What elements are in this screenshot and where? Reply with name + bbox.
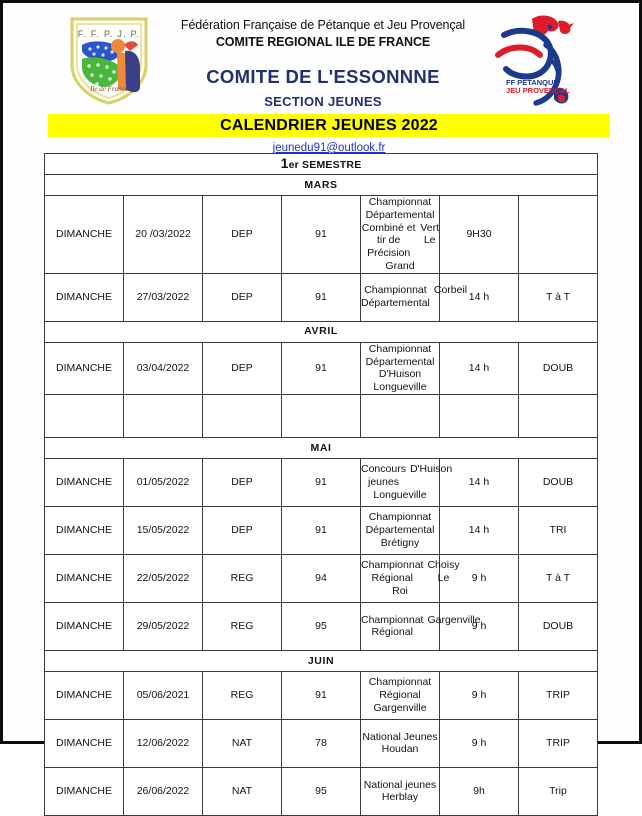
calendar-table-wrapper [44, 153, 598, 816]
cell-department: 91 [282, 196, 361, 274]
cell-time: 14 h [440, 506, 519, 554]
event-line: National Jeunes [362, 730, 438, 743]
event-line [361, 222, 439, 260]
cell-day: DIMANCHE [45, 767, 124, 815]
semester-suffix: er SEMESTRE [288, 159, 362, 172]
event-name-part: Championnat Régional [361, 559, 424, 585]
table-row [45, 671, 598, 719]
cell-date: 20 /03/2022 [124, 196, 203, 274]
cell-date: 27/03/2022 [124, 273, 203, 321]
svg-text:FF PÉTANQUE: FF PÉTANQUE [506, 78, 559, 87]
cell-format [519, 196, 598, 274]
month-header-label: AVRIL [45, 321, 598, 342]
document-inner-frame [8, 6, 634, 804]
cell-department: 91 [282, 458, 361, 506]
cell-format: DOUB [519, 602, 598, 650]
cell-format: DOUB [519, 342, 598, 394]
cell-format: T à T [519, 554, 598, 602]
cell-format: Trip [519, 767, 598, 815]
cell-event [361, 342, 440, 394]
cell-level: NAT [203, 767, 282, 815]
event-line: Gargenville [373, 701, 427, 714]
cell-department: 95 [282, 602, 361, 650]
cell-event [361, 196, 440, 274]
table-row [45, 458, 598, 506]
semester-number: 1 [280, 155, 289, 172]
event-location-part: Choisy Le [427, 559, 460, 585]
cell-event [361, 506, 440, 554]
cell-department: 95 [282, 767, 361, 815]
cell-event [361, 767, 440, 815]
event-line: Longueville [373, 488, 427, 501]
month-header-label: MARS [45, 175, 598, 196]
calendar-title-banner [48, 114, 610, 137]
event-line: National jeunes [363, 778, 437, 791]
event-line: Grand [385, 259, 415, 272]
event-name-part: Concours jeunes [361, 463, 406, 489]
cell-format: T à T [519, 273, 598, 321]
cell-level [203, 394, 282, 437]
cell-time: 9H30 [440, 196, 519, 274]
calendar-title-text: CALENDRIER JEUNES 2022 [220, 116, 438, 134]
cell-department: 91 [282, 506, 361, 554]
calendar-table [44, 153, 598, 816]
table-row [45, 196, 598, 274]
federation-title-line2: COMITE REGIONAL ILE DE FRANCE [215, 35, 431, 49]
cell-date: 15/05/2022 [124, 506, 203, 554]
cell-day: DIMANCHE [45, 719, 124, 767]
event-location-part: Vert Le [420, 221, 439, 247]
cell-department: 78 [282, 719, 361, 767]
cell-time: 9 h [440, 602, 519, 650]
cell-time: 9 h [440, 671, 519, 719]
cell-level: REG [203, 671, 282, 719]
cell-time: 14 h [440, 458, 519, 506]
event-line: Championnat Départemental [365, 511, 435, 537]
cell-department: 91 [282, 342, 361, 394]
federation-title-line1: Fédération Française de Pétanque et Jeu Provençal [180, 18, 466, 32]
event-name-part: Championnat Départemental [361, 284, 430, 310]
month-header-row [45, 437, 598, 458]
event-name-part: Championnat Régional [361, 613, 424, 639]
month-header-label: JUIN [45, 650, 598, 671]
cell-day: DIMANCHE [45, 506, 124, 554]
cell-department: 91 [282, 273, 361, 321]
table-row-empty [45, 394, 598, 437]
cell-event [361, 554, 460, 602]
cell-format: TRIP [519, 671, 598, 719]
document-header [8, 6, 634, 110]
table-row [45, 342, 598, 394]
semester-header-label [45, 154, 598, 175]
cell-time: 9h [440, 767, 519, 815]
cell-level: REG [203, 602, 282, 650]
cell-time: 14 h [440, 273, 519, 321]
event-line: Houdan [381, 743, 419, 756]
contact-email-link[interactable]: jeunedu91@outlook.fr [272, 142, 386, 154]
cell-day: DIMANCHE [45, 554, 124, 602]
cell-event [361, 719, 440, 767]
cell-date: 22/05/2022 [124, 554, 203, 602]
cell-format: TRIP [519, 719, 598, 767]
cell-event [361, 458, 453, 506]
event-name-part: Combiné et tir de Précision [361, 221, 416, 260]
cell-level: NAT [203, 719, 282, 767]
event-line: Roi [392, 584, 408, 597]
cell-department: 94 [282, 554, 361, 602]
event-line: D'Huison Longueville [373, 368, 427, 394]
event-line [361, 463, 453, 489]
table-row [45, 554, 598, 602]
cell-time: 9 h [440, 719, 519, 767]
cell-event [361, 394, 440, 437]
cell-date: 01/05/2022 [124, 458, 203, 506]
event-line: Championnat Départemental [365, 196, 435, 221]
event-location-part: Corbeil [433, 284, 468, 297]
event-line [361, 284, 468, 310]
ffpjp-crest-logo [66, 15, 152, 105]
semester-header-row [45, 154, 598, 175]
table-row [45, 767, 598, 815]
table-row [45, 273, 598, 321]
table-row [45, 506, 598, 554]
cell-format [519, 394, 598, 437]
month-header-row [45, 650, 598, 671]
cell-day [45, 394, 124, 437]
month-header-row [45, 321, 598, 342]
event-location-part: Gargenville [427, 613, 481, 626]
table-row [45, 602, 598, 650]
cell-level: REG [203, 554, 282, 602]
cell-level: DEP [203, 506, 282, 554]
cell-day: DIMANCHE [45, 602, 124, 650]
event-line: Championnat Régional [368, 676, 432, 702]
month-header-row [45, 175, 598, 196]
month-header-label: MAI [45, 437, 598, 458]
cell-event [361, 671, 440, 719]
cell-event [361, 273, 468, 321]
event-line: Herblay [381, 791, 419, 804]
event-line [361, 559, 460, 585]
cell-date: 29/05/2022 [124, 602, 203, 650]
svg-text:F. F. P. J. P.: F. F. P. J. P. [77, 29, 141, 39]
cell-time: 14 h [440, 342, 519, 394]
cell-department: 91 [282, 671, 361, 719]
cell-department [282, 394, 361, 437]
cell-time: 9 h [440, 554, 519, 602]
cell-format: TRI [519, 506, 598, 554]
cell-date: 03/04/2022 [124, 342, 203, 394]
event-line: Championnat Départemental [365, 342, 435, 368]
cell-level: DEP [203, 458, 282, 506]
cell-format: DOUB [519, 458, 598, 506]
cell-level: DEP [203, 342, 282, 394]
cell-level: DEP [203, 196, 282, 274]
event-location-part: D'Huison [409, 463, 453, 476]
cell-day: DIMANCHE [45, 671, 124, 719]
table-row [45, 719, 598, 767]
section-subtitle: SECTION JEUNES [264, 94, 382, 109]
svg-text:Ile de France: Ile de France [90, 85, 128, 93]
cell-day: DIMANCHE [45, 342, 124, 394]
cell-time [440, 394, 519, 437]
event-line: Brétigny [380, 536, 420, 549]
cell-day: DIMANCHE [45, 273, 124, 321]
cell-date: 12/06/2022 [124, 719, 203, 767]
cell-date [124, 394, 203, 437]
svg-text:JEU PROVENÇAL: JEU PROVENÇAL [506, 86, 570, 95]
cell-day: DIMANCHE [45, 196, 124, 274]
cell-date: 26/06/2022 [124, 767, 203, 815]
page-title: COMITE DE L'ESSONNNE [206, 66, 440, 87]
cell-day: DIMANCHE [45, 458, 124, 506]
cell-date: 05/06/2021 [124, 671, 203, 719]
cell-level: DEP [203, 273, 282, 321]
